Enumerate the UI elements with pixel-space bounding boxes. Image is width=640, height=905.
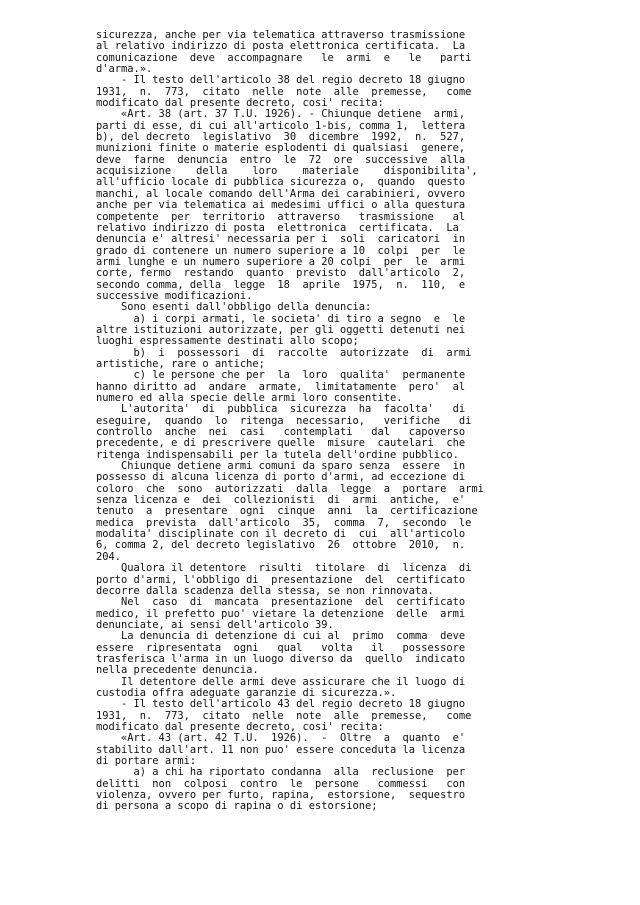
text-line: coloro che sono autorizzati dalla legge a portare armi [96,482,484,495]
text-line: armi lunghe e un numero superiore a 20 colpi per le armi [96,255,466,268]
text-line: denunciate, ai sensi dell'articolo 39. [96,618,334,631]
text-line: modificato dal presente decreto, cosi' recita: [96,97,384,110]
text-line: violenza, ovvero per furto, rapina, estorsione, sequestro [96,789,466,802]
text-line: precedente, e di prescrivere quelle misure cautelari che [96,437,466,450]
text-line: sicurezza, anche per via telematica attraverso trasmissione [96,29,466,41]
text-line: anche per via telematica ai medesimi uffici o alla questura [96,199,466,212]
text-line: b), del decreto legislativo 30 dicembre 1992, n. 527, [96,131,466,144]
text-line: - Il testo dell'articolo 43 del regio decreto 18 giugno [96,698,466,711]
text-line: modificato dal presente decreto, cosi' recita: [96,720,384,733]
document-body [96,30,636,813]
text-line: L'autorita' di pubblica sicurezza ha facolta' di [96,403,466,416]
text-line: 6, comma 2, del decreto legislativo 26 ottobre 2010, n. [96,539,466,552]
text-line: di persona a scopo di rapina o di estorsione; [96,800,378,813]
text-line: a) a chi ha riportato condanna alla reclusione per [96,766,466,779]
text-line: all'ufficio locale di pubblica sicurezza o, quando questo [96,176,466,189]
text-line: denuncia e' altresi' necessaria per i soli caricatori in [96,233,466,246]
text-line: controllo anche nei casi contemplati dal capoverso [96,426,466,439]
text-line: di portare armi: [96,755,197,767]
text-line: essere ripresentata ogni qual volta il possessore [96,641,466,654]
text-line: competente per territorio attraverso trasmissione al [96,210,466,223]
text-line: grado di contenere un numero superiore a 10 colpi per le [96,244,466,257]
text-line: possesso di alcuna licenza di porto d'armi, ad eccezione di [96,471,466,484]
text-line: acquisizione della loro materiale disponibilita', [96,165,478,178]
text-line: Chiunque detiene armi comuni da sparo senza essere in [96,460,466,473]
text-line: 1931, n. 773, citato nelle note alle premesse, come [96,709,472,722]
text-line: parti di esse, di cui all'articolo 1-bis, comma 1, lettera [96,119,466,132]
text-line: c) le persone che per la loro qualita' permanente [96,369,466,382]
text-line: «Art. 38 (art. 37 T.U. 1926). - Chiunque detiene armi, [96,108,466,121]
text-line: relativo indirizzo di posta elettronica certificata. La [96,221,459,234]
text-line: Sono esenti dall'obbligo della denuncia: [96,301,372,314]
text-line: munizioni finite o materie esplodenti di qualsiasi genere, [96,142,466,155]
text-line: luoghi espressamente destinati allo scopo; [96,335,359,348]
text-line: d'arma.». [96,63,153,76]
text-line: altre istituzioni autorizzate, per gli oggetti detenuti nei [96,323,466,336]
text-line: senza licenza e dei collezionisti di armi antiche, e' [96,494,466,507]
text-line: tenuto a presentare ogni cinque anni la certificazione [96,505,478,518]
text-line: successive modificazioni. [96,289,253,302]
text-line: secondo comma, della legge 18 aprile 1975, n. 110, e [96,278,466,291]
text-line: medica prevista dall'articolo 35, comma 7, secondo le [96,516,472,529]
text-line: nella precedente denuncia. [96,664,259,677]
text-line: stabilito dall'art. 11 non puo' essere conceduta la licenza [96,743,466,756]
text-line: 1931, n. 773, citato nelle note alle premesse, come [96,85,472,98]
text-line: Il detentore delle armi deve assicurare che il luogo di [96,675,466,688]
text-line: «Art. 43 (art. 42 T.U. 1926). - Oltre a quanto e' [96,732,466,745]
text-line: b) i possessori di raccolte autorizzate di armi [96,346,472,359]
text-line: medico, il prefetto puo' vietare la detenzione delle armi [96,607,466,620]
text-line: comunicazione deve accompagnare le armi e le parti [96,51,472,64]
text-line: decorre dalla scadenza della stessa, se non rinnovata. [96,584,434,597]
text-line: trasferisca l'arma in un luogo diverso da quello indicato [96,652,466,665]
text-line: porto d'armi, l'obbligo di presentazione del certificato [96,573,466,586]
text-line: 204. [96,550,122,563]
text-line: - Il testo dell'articolo 38 del regio decreto 18 giugno [96,74,466,87]
text-line: modalita' disciplinate con il decreto di cui all'articolo [96,528,466,541]
text-line: hanno diritto ad andare armate, limitatamente pero' al [96,380,466,393]
text-line: Nel caso di mancata presentazione del certificato [96,596,466,609]
text-line: deve farne denuncia entro le 72 ore successive alla [96,153,466,166]
text-line: al relativo indirizzo di posta elettronica certificata. La [96,40,466,53]
text-line: La denuncia di detenzione di cui al primo comma deve [96,630,466,643]
text-line: artistiche, rare o antiche; [96,357,265,370]
text-line: ritenga indispensabili per la tutela dell'ordine pubblico. [96,448,459,461]
text-line: Qualora il detentore risulti titolare di licenza di [96,562,472,575]
text-line: corte, fermo restando quanto previsto dall'articolo 2, [96,267,466,280]
text-line: custodia offra adeguate garanzie di sicurezza.». [96,686,397,699]
text-line: manchi, al locale comando dell'Arma dei carabinieri, ovvero [96,187,466,200]
text-line: delitti non colposi contro le persone commessi con [96,777,466,790]
text-line: eseguire, quando lo ritenga necessario, verifiche di [96,414,472,427]
text-line: numero ed alla specie delle armi loro consentite. [96,392,403,404]
text-line: a) i corpi armati, le societa' di tiro a segno e le [96,312,466,325]
